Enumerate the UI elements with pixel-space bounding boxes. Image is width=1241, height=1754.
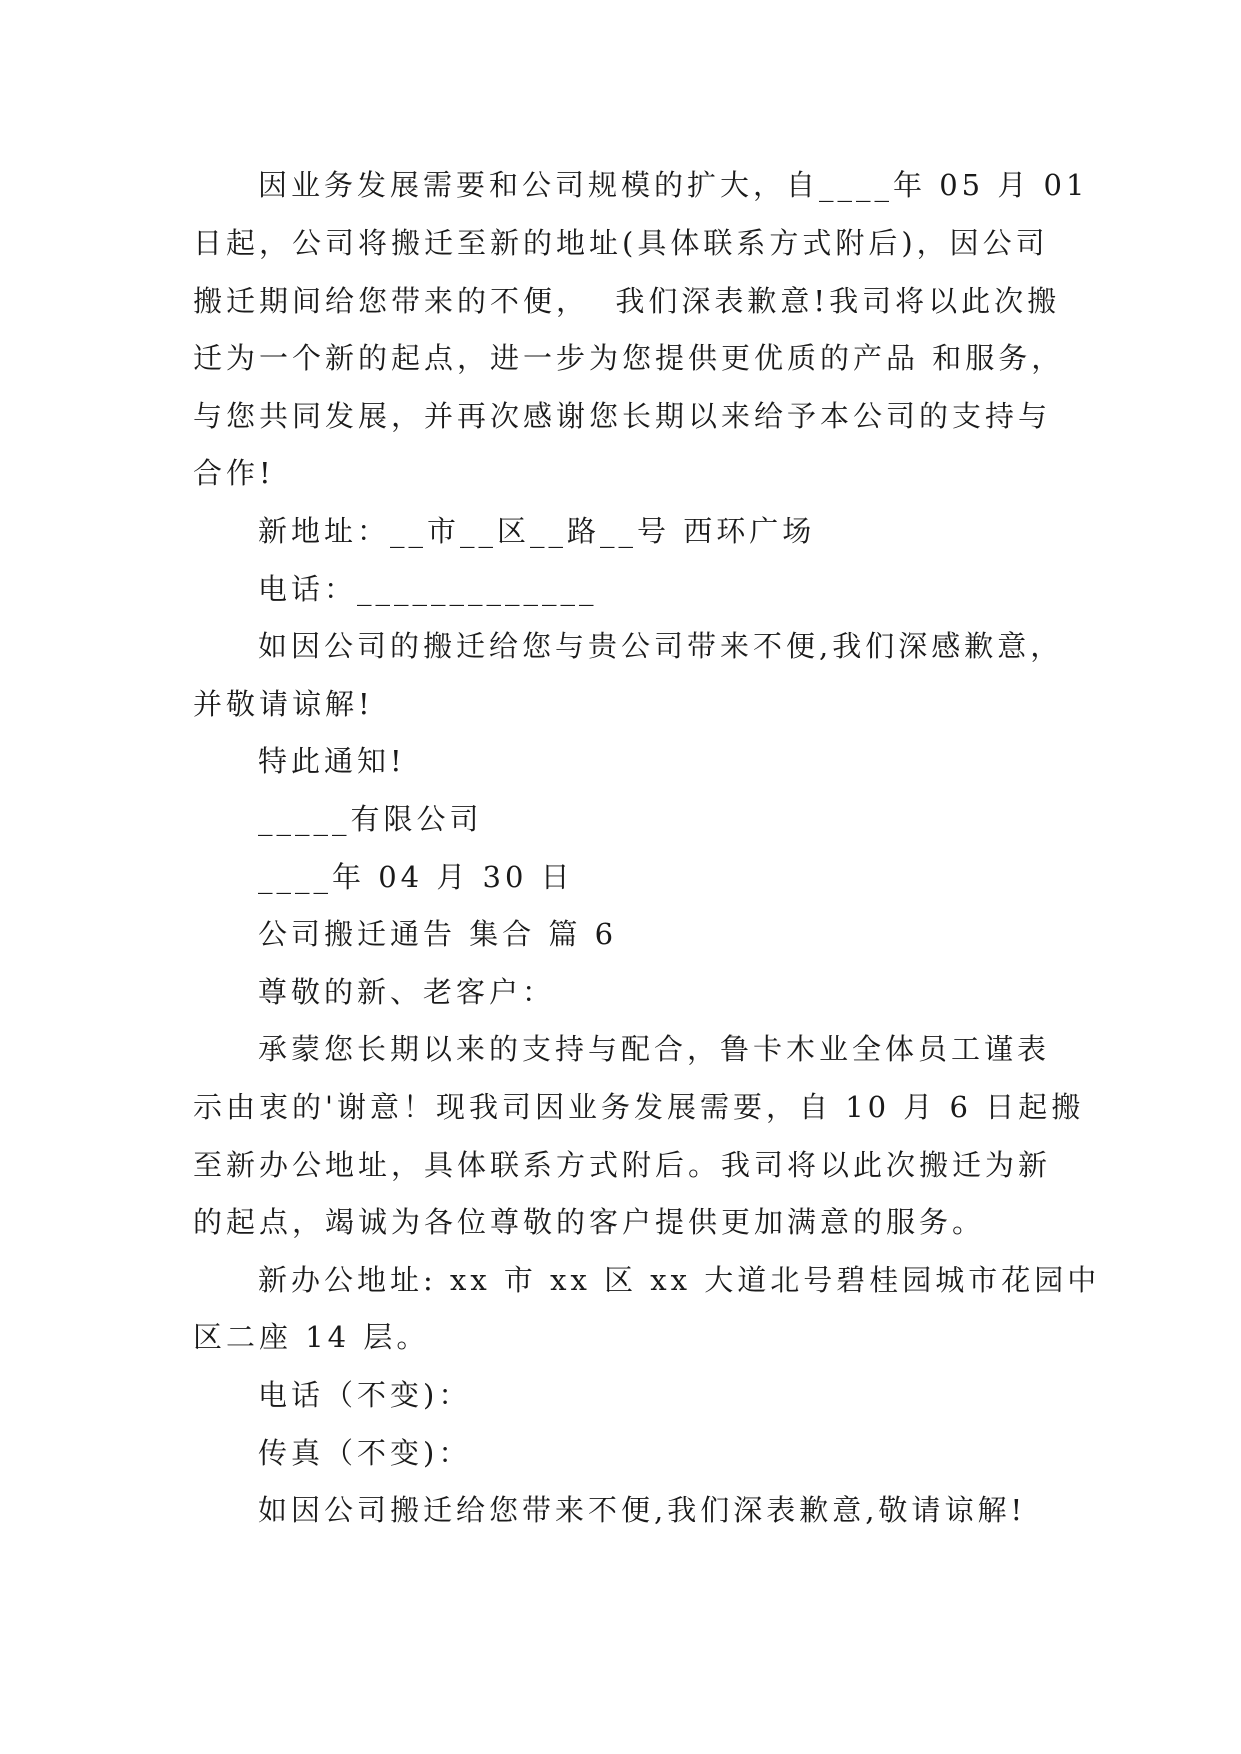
paragraph-line-5: 与您共同发展，并再次感谢您长期以来给予本公司的支持与 [193,399,1052,433]
paragraph-line-1: 因业务发展需要和公司规模的扩大，自____年 05 月 01 [258,168,1089,202]
phone-line: 电话：_____________ [258,572,598,606]
body-line-1: 承蒙您长期以来的支持与配合，鲁卡木业全体员工谨表 [258,1032,1051,1066]
body-line-3: 至新办公地址，具体联系方式附后。我司将以此次搬迁为新 [193,1148,1052,1182]
signature-date: ____年 04 月 30 日 [258,860,574,894]
paragraph-line-2: 日起，公司将搬迁至新的地址(具体联系方式附后)，因公司 [193,226,1049,260]
paragraph-line-4: 迁为一个新的起点，进一步为您提供更优质的产品 和服务， [193,341,1065,375]
office-address-line-2: 区二座 14 层。 [193,1320,430,1354]
phone-unchanged-line: 电话（不变)： [258,1378,472,1412]
body-line-4: 的起点，竭诚为各位尊敬的客户提供更加满意的服务。 [193,1205,986,1239]
notice-line: 特此通知! [258,744,406,778]
closing-apology-line: 如因公司搬迁给您带来不便,我们深表歉意,敬请谅解! [258,1493,1027,1527]
paragraph-line-3: 搬迁期间给您带来的不便， 我们深表歉意!我司将以此次搬 [193,284,1061,318]
body-line-2: 示由衷的'谢意！现我司因业务发展需要，自 10 月 6 日起搬 [193,1090,1085,1124]
fax-unchanged-line: 传真（不变)： [258,1436,472,1470]
apology-line-2: 并敬请谅解! [193,687,374,721]
section-heading: 公司搬迁通告 集合 篇 6 [258,917,618,951]
salutation: 尊敬的新、老客户： [258,975,556,1009]
company-signature: _____有限公司 [258,802,483,836]
paragraph-line-6: 合作! [193,456,275,490]
office-address-line-1: 新办公地址: xx 市 xx 区 xx 大道北号碧桂园城市花园中 [258,1263,1101,1297]
new-address-line: 新地址：__市__区__路__号 西环广场 [258,514,816,548]
apology-line-1: 如因公司的搬迁给您与贵公司带来不便,我们深感歉意， [258,629,1064,663]
